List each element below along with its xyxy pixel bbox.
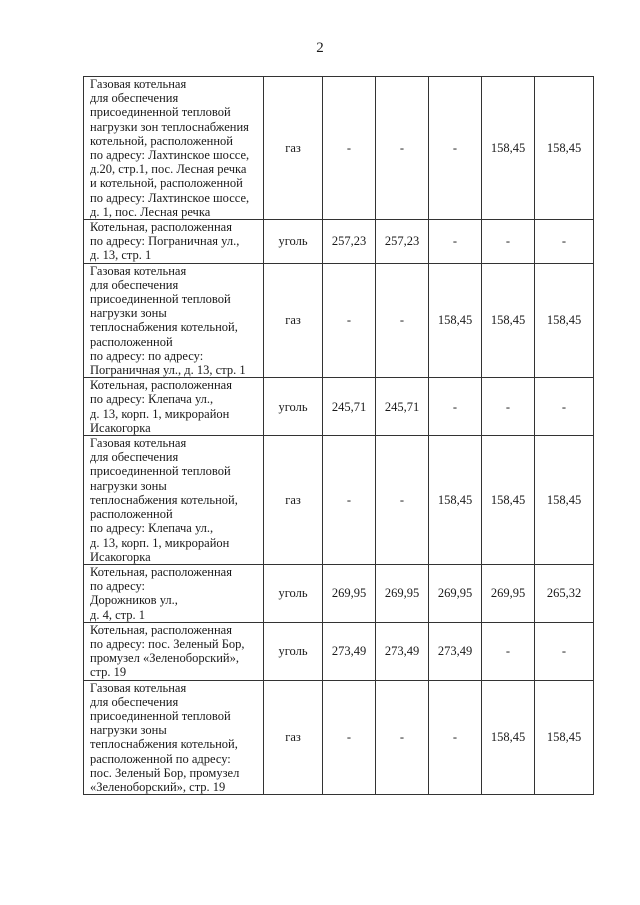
- boiler-name-line: Газовая котельная: [90, 680, 187, 695]
- boiler-name-line: присоединенной тепловой: [90, 105, 231, 120]
- tariff-table: [83, 76, 594, 795]
- boiler-name-line: теплоснабжения котельной,: [90, 737, 238, 752]
- fuel-type-cell: газ: [264, 680, 323, 795]
- page-number: 2: [316, 40, 324, 56]
- tariff-value-cell: 273,49: [323, 622, 376, 680]
- boiler-name-line: Дорожников ул.,: [90, 593, 178, 608]
- boiler-name-cell: [84, 263, 264, 378]
- boiler-name-line: для обеспечения: [90, 91, 179, 106]
- boiler-name-line: д. 13, корп. 1, микрорайон: [90, 406, 230, 421]
- tariff-value-cell: 245,71: [376, 378, 429, 436]
- table-row: [84, 564, 594, 622]
- boiler-name-line: присоединенной тепловой: [90, 464, 231, 479]
- boiler-name-line: и котельной, расположенной: [90, 176, 243, 191]
- tariff-value-cell: 158,45: [429, 263, 482, 378]
- boiler-name-line: по адресу: Клепача ул.,: [90, 521, 214, 536]
- tariff-value-cell: 269,95: [429, 564, 482, 622]
- boiler-name-cell: [84, 564, 264, 622]
- boiler-name-line: по адресу: Пограничная ул.,: [90, 234, 240, 249]
- boiler-name-cell: [84, 220, 264, 264]
- tariff-value-cell: -: [323, 77, 376, 220]
- boiler-name-line: нагрузки зоны: [90, 478, 167, 493]
- tariff-value-cell: -: [535, 220, 594, 264]
- table-row: [84, 77, 594, 220]
- tariff-value-cell: 269,95: [482, 564, 535, 622]
- boiler-name-line: Котельная, расположенная: [90, 622, 232, 637]
- tariff-value-cell: 158,45: [535, 680, 594, 795]
- boiler-name-line: Котельная, расположенная: [90, 564, 232, 579]
- boiler-name-line: теплоснабжения котельной,: [90, 320, 238, 335]
- tariff-value-cell: 273,49: [376, 622, 429, 680]
- boiler-name-line: стр. 19: [90, 665, 127, 680]
- tariff-value-cell: 273,49: [429, 622, 482, 680]
- table-row: [84, 263, 594, 378]
- tariff-value-cell: 158,45: [482, 436, 535, 565]
- tariff-value-cell: -: [535, 622, 594, 680]
- boiler-name-line: д.20, стр.1, пос. Лесная речка: [90, 162, 247, 177]
- tariff-value-cell: 257,23: [376, 220, 429, 264]
- boiler-name-line: Пограничная ул., д. 13, стр. 1: [90, 363, 246, 378]
- boiler-name-line: Исакогорка: [90, 420, 151, 435]
- boiler-name-line: по адресу:: [90, 579, 146, 594]
- fuel-type-cell: газ: [264, 263, 323, 378]
- boiler-name-line: по адресу: Лахтинское шоссе,: [90, 190, 250, 205]
- boiler-name-line: по адресу: пос. Зеленый Бор,: [90, 636, 245, 651]
- tariff-value-cell: -: [376, 680, 429, 795]
- tariff-value-cell: 158,45: [482, 680, 535, 795]
- tariff-value-cell: 269,95: [323, 564, 376, 622]
- boiler-name-line: нагрузки зоны: [90, 306, 167, 321]
- boiler-name-line: по адресу: Клепача ул.,: [90, 392, 214, 407]
- boiler-name-line: Газовая котельная: [90, 77, 187, 91]
- boiler-name-cell: [84, 680, 264, 795]
- table-row: [84, 378, 594, 436]
- fuel-type-cell: уголь: [264, 564, 323, 622]
- table-row: [84, 680, 594, 795]
- boiler-name-line: присоединенной тепловой: [90, 708, 231, 723]
- tariff-value-cell: -: [429, 220, 482, 264]
- boiler-name-line: нагрузки зон теплоснабжения: [90, 119, 249, 134]
- tariff-value-cell: 158,45: [429, 436, 482, 565]
- tariff-value-cell: -: [376, 263, 429, 378]
- boiler-name-line: нагрузки зоны: [90, 723, 167, 738]
- tariff-value-cell: -: [535, 378, 594, 436]
- fuel-type-cell: уголь: [264, 220, 323, 264]
- boiler-name-line: Котельная, расположенная: [90, 378, 232, 393]
- boiler-name-line: котельной, расположенной: [90, 133, 233, 148]
- boiler-name-line: присоединенной тепловой: [90, 292, 231, 307]
- tariff-value-cell: -: [376, 77, 429, 220]
- tariff-value-cell: 158,45: [535, 436, 594, 565]
- boiler-name-line: для обеспечения: [90, 694, 179, 709]
- tariff-value-cell: -: [482, 378, 535, 436]
- boiler-name-cell: [84, 622, 264, 680]
- boiler-name-line: по адресу: Лахтинское шоссе,: [90, 148, 250, 163]
- tariff-value-cell: -: [323, 263, 376, 378]
- tariff-value-cell: 158,45: [535, 77, 594, 220]
- boiler-name-line: д. 4, стр. 1: [90, 607, 146, 622]
- tariff-value-cell: 269,95: [376, 564, 429, 622]
- fuel-type-cell: газ: [264, 77, 323, 220]
- boiler-name-line: промузел «Зеленоборский»,: [90, 651, 239, 666]
- boiler-name-line: расположенной: [90, 334, 173, 349]
- boiler-name-line: «Зеленоборский», стр. 19: [90, 779, 226, 794]
- tariff-value-cell: 265,32: [535, 564, 594, 622]
- tariff-value-cell: -: [429, 378, 482, 436]
- tariff-value-cell: -: [482, 622, 535, 680]
- boiler-name-line: д. 1, пос. Лесная речка: [90, 204, 211, 219]
- boiler-name-line: расположенной по адресу:: [90, 751, 231, 766]
- fuel-type-cell: газ: [264, 436, 323, 565]
- boiler-name-cell: [84, 436, 264, 565]
- tariff-value-cell: -: [429, 77, 482, 220]
- boiler-name-line: для обеспечения: [90, 277, 179, 292]
- boiler-name-line: для обеспечения: [90, 450, 179, 465]
- tariff-value-cell: -: [323, 436, 376, 565]
- boiler-name-line: д. 13, корп. 1, микрорайон: [90, 535, 230, 550]
- boiler-name-line: Котельная, расположенная: [90, 220, 232, 235]
- tariff-value-cell: -: [323, 680, 376, 795]
- table-row: [84, 220, 594, 264]
- fuel-type-cell: уголь: [264, 622, 323, 680]
- tariff-value-cell: -: [482, 220, 535, 264]
- boiler-name-line: д. 13, стр. 1: [90, 248, 152, 263]
- boiler-name-line: пос. Зеленый Бор, промузел: [90, 765, 240, 780]
- tariff-value-cell: 245,71: [323, 378, 376, 436]
- boiler-name-line: по адресу: по адресу:: [90, 348, 204, 363]
- boiler-name-line: теплоснабжения котельной,: [90, 492, 238, 507]
- fuel-type-cell: уголь: [264, 378, 323, 436]
- boiler-name-line: Исакогорка: [90, 549, 151, 564]
- tariff-value-cell: 257,23: [323, 220, 376, 264]
- table-row: [84, 622, 594, 680]
- tariff-value-cell: 158,45: [482, 263, 535, 378]
- tariff-value-cell: 158,45: [482, 77, 535, 220]
- tariff-value-cell: -: [376, 436, 429, 565]
- boiler-name-cell: [84, 378, 264, 436]
- boiler-name-line: Газовая котельная: [90, 436, 187, 451]
- table-row: [84, 436, 594, 565]
- boiler-name-line: Газовая котельная: [90, 263, 187, 278]
- boiler-name-cell: [84, 77, 264, 220]
- boiler-name-line: расположенной: [90, 507, 173, 522]
- tariff-value-cell: 158,45: [535, 263, 594, 378]
- tariff-value-cell: -: [429, 680, 482, 795]
